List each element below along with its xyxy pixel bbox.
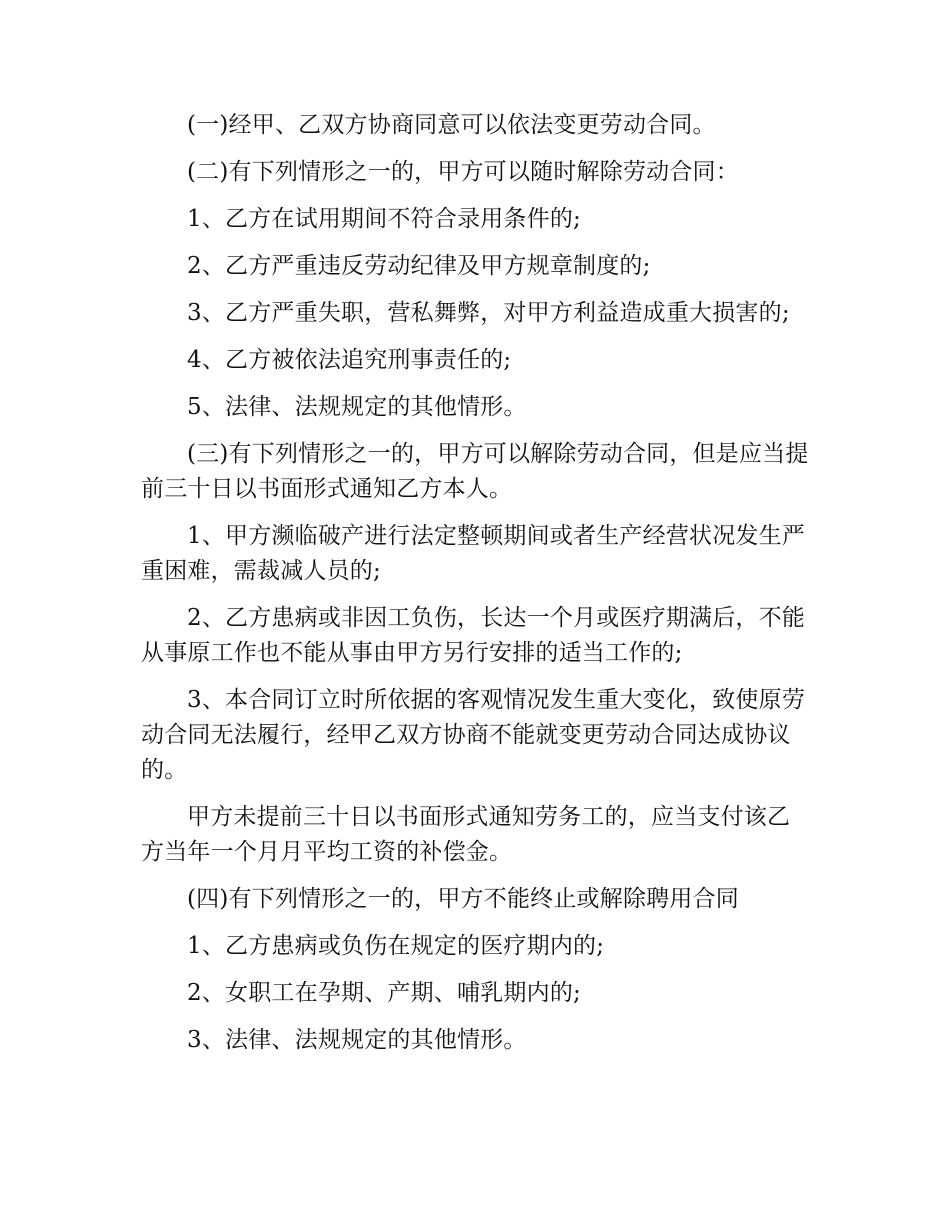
paragraph-11: 3、本合同订立时所依据的客观情况发生重大变化，致使原劳动合同无法履行，经甲乙双方协商不能就变更劳动合同达成协议的。 — [141, 687, 806, 783]
paragraph-14: 1、乙方患病或负伤在规定的医疗期内的; — [187, 933, 605, 959]
paragraph-15: 2、女职工在孕期、产期、哺乳期内的; — [187, 980, 581, 1006]
paragraph-13: (四)有下列情形之一的，甲方不能终止或解除聘用合同 — [187, 886, 739, 912]
paragraph-3: 1、乙方在试用期间不符合录用条件的; — [187, 206, 581, 232]
document-body — [141, 108, 811, 1058]
paragraph-9: 1、甲方濒临破产进行法定整顿期间或者生产经营状况发生严重困难，需裁减人员的; — [141, 523, 806, 584]
paragraph-4: 2、乙方严重违反劳动纪律及甲方规章制度的; — [187, 253, 651, 279]
paragraph-5: 3、乙方严重失职，营私舞弊，对甲方利益造成重大损害的; — [187, 300, 790, 326]
paragraph-2: (二)有下列情形之一的，甲方可以随时解除劳动合同： — [187, 159, 739, 185]
paragraph-10: 2、乙方患病或非因工负伤，长达一个月或医疗期满后，不能从事原工作也不能从事由甲方另行安排的适当工作的; — [141, 605, 806, 666]
paragraph-7: 5、法律、法规规定的其他情形。 — [187, 394, 527, 420]
paragraph-16: 3、法律、法规规定的其他情形。 — [187, 1027, 527, 1053]
paragraph-12: 甲方未提前三十日以书面形式通知劳务工的，应当支付该乙方当年一个月月平均工资的补偿金。 — [141, 804, 791, 865]
paragraph-1: (一)经甲、乙双方协商同意可以依法变更劳动合同。 — [187, 112, 716, 138]
paragraph-6: 4、乙方被依法追究刑事责任的; — [187, 347, 512, 373]
paragraph-8: (三)有下列情形之一的，甲方可以解除劳动合同，但是应当提前三十日以书面形式通知乙方本人。 — [141, 441, 809, 502]
